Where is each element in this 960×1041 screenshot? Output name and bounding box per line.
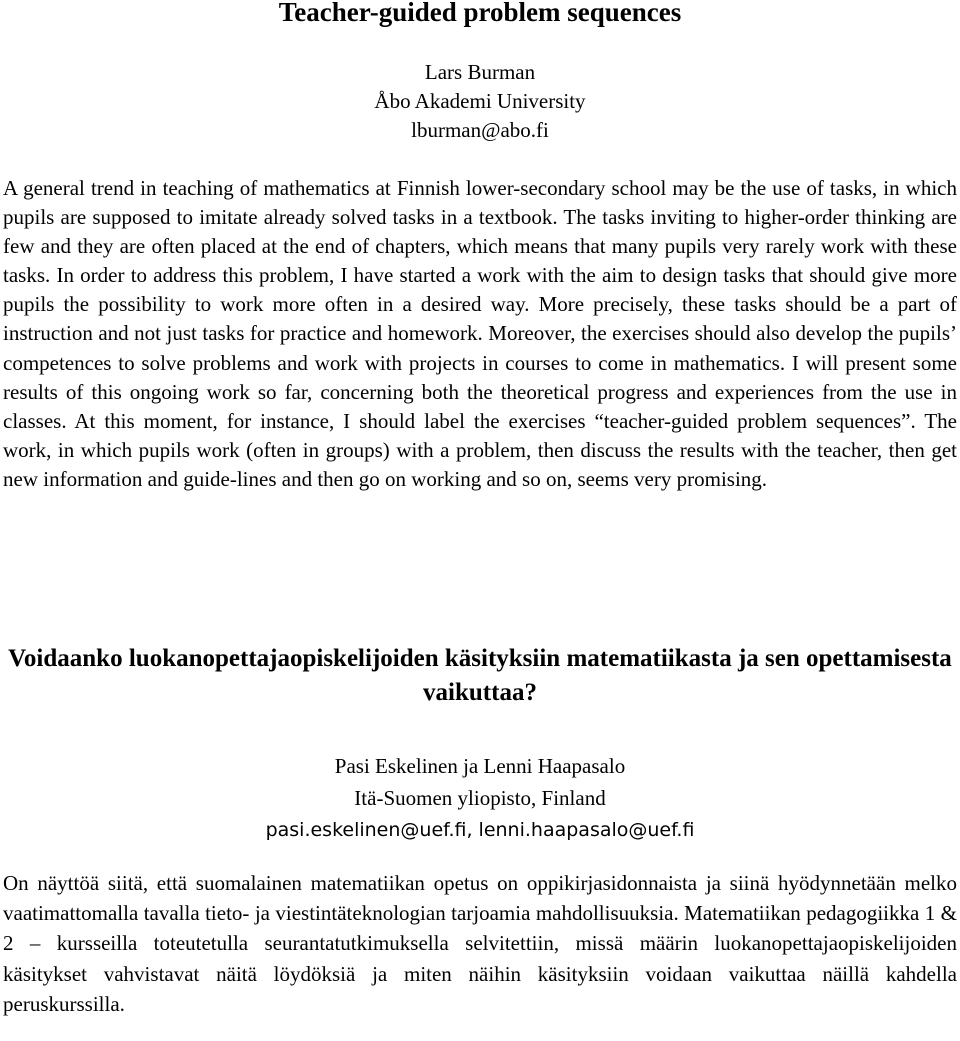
article-title: Voidaanko luokanopettajaopiskelijoiden käsityksiin matematiikasta ja sen opettamisesta vaikuttaa? xyxy=(8,645,952,706)
author-names: Pasi Eskelinen ja Lenni Haapasalo xyxy=(334,754,626,778)
abstract-paragraph: On näyttöä siitä, että suomalainen matematiikan opetus on oppikirjasidonnaista ja siinä hyödynnetään melko vaatimattomalla tavalla tieto- ja viestintäteknologian tarjoamia mahdollisuuksia. Matematiikan pedagogiikka 1 & 2 – kursseilla toteutetulla seurantatutkimuksella selvitettiin, missä määrin luokanopettajaopiskelijoiden käsitykset vahvistavat näitä löydöksiä ja miten näihin käsityksiin voidaan vaikuttaa näillä kahdella peruskurssilla. xyxy=(3,871,957,1016)
author-name: Lars Burman xyxy=(424,60,536,84)
author-block xyxy=(0,750,960,846)
author-block xyxy=(0,58,960,145)
author-email: lburman@abo.fi xyxy=(411,118,549,142)
author-affiliation: Itä-Suomen yliopisto, Finland xyxy=(354,786,606,810)
article-title: Teacher-guided problem sequences xyxy=(278,0,682,27)
author-emails: pasi.eskelinen@uef.fi, lenni.haapasalo@uef.fi xyxy=(265,819,695,841)
abstract-paragraph: A general trend in teaching of mathematics at Finnish lower-secondary school may be the use of tasks, in which pupils are supposed to imitate already solved tasks in a textbook. The tasks inviting to higher-order thinking are few and they are often placed at the end of chapters, which means that many pupils very rarely work with these tasks. In order to address this problem, I have started a work with the aim to design tasks that should give more pupils the possibility to work more often in a desired way. More precisely, these tasks should be a part of instruction and not just tasks for practice and homework. Moreover, the exercises should also develop the pupils’ competences to solve problems and work with projects in courses to come in mathematics. I will present some results of this ongoing work so far, concerning both the theoretical progress and experiences from the use in classes. At this moment, for instance, I should label the exercises “teacher-guided problem sequences”. The work, in which pupils work (often in groups) with a problem, then discuss the results with the teacher, then get new information and guide-lines and then go on working and so on, seems very promising. xyxy=(3,176,957,491)
author-affiliation: Åbo Akademi University xyxy=(374,89,586,113)
